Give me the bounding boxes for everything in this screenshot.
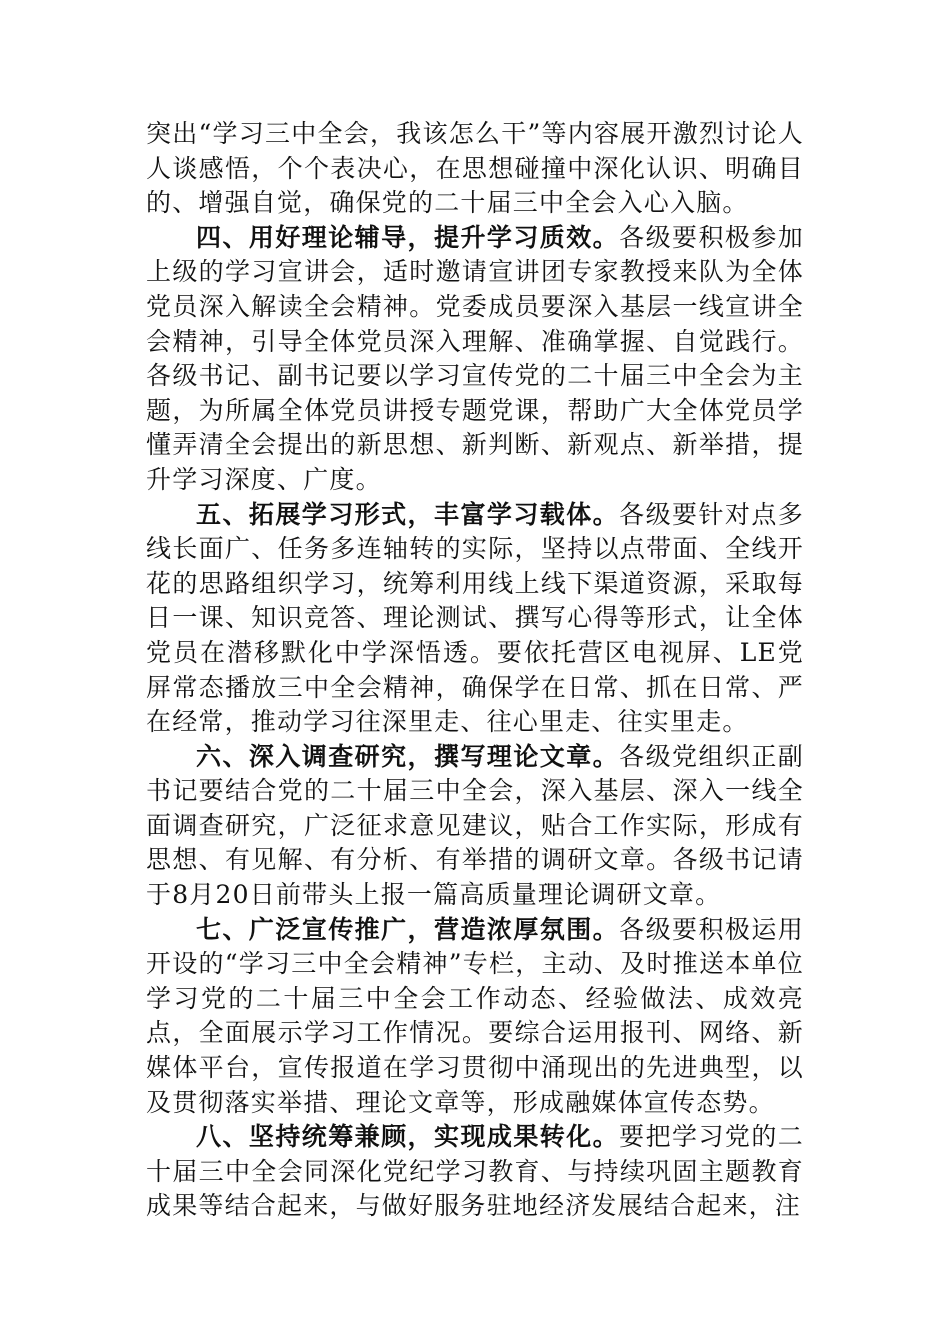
paragraph-text: 突出“学习三中全会，我该怎么干”等内容展开激烈讨论人人谈感悟，个个表决心，在思想碰撞中深化认识、明确目的、增强自觉，确保党的二十届三中全会入心入脑。 <box>146 119 804 218</box>
section-heading: 六、深入调查研究，撰写理论文章。 <box>196 741 620 771</box>
paragraph-section-6 <box>146 740 804 913</box>
paragraph-section-7 <box>146 913 804 1121</box>
section-heading: 四、用好理论辅导，提升学习质效。 <box>196 222 620 252</box>
section-heading: 八、坚持统筹兼顾，实现成果转化。 <box>196 1122 620 1152</box>
paragraph-text: 要把学习党的二十届三中全会同深化党纪学习教育、与持续巩固主题教育成果等结合起来，与做好服务驻地经济发展结合起来，注 <box>146 1122 804 1221</box>
paragraph-continuation <box>146 117 804 221</box>
paragraph-text: 各级要针对点多线长面广、任务多连轴转的实际，坚持以点带面、全线开花的思路组织学习，统筹利用线上线下渠道资源，采取每日一课、知识竞答、理论测试、撰写心得等形式，让全体党员在潜移默化中学深悟透。要依托营区电视屏、LE党屏常态播放三中全会精神，确保学在日常、抓在日常、严在经常，推动学习往深里走、往心里走、往实里走。 <box>146 499 804 737</box>
paragraph-text: 各级要积极运用开设的“学习三中全会精神”专栏，主动、及时推送本单位学习党的二十届三中全会工作动态、经验做法、成效亮点，全面展示学习工作情况。要综合运用报刊、网络、新媒体平台，宣传报道在学习贯彻中涌现出的先进典型，以及贯彻落实举措、理论文章等，形成融媒体宣传态势。 <box>146 914 804 1117</box>
paragraph-section-4 <box>146 221 804 498</box>
paragraph-text: 各级党组织正副书记要结合党的二十届三中全会，深入基层、深入一线全面调查研究，广泛征求意见建议，贴合工作实际，形成有思想、有见解、有分析、有举措的调研文章。各级书记请于8月20日前带头上报一篇高质量理论调研文章。 <box>146 741 804 910</box>
paragraph-section-5 <box>146 498 804 740</box>
document-page <box>146 117 804 1224</box>
paragraph-section-8 <box>146 1120 804 1224</box>
section-heading: 五、拓展学习形式，丰富学习载体。 <box>196 499 620 529</box>
section-heading: 七、广泛宣传推广，营造浓厚氛围。 <box>196 914 620 944</box>
paragraph-text: 各级要积极参加上级的学习宣讲会，适时邀请宣讲团专家教授来队为全体党员深入解读全会精神。党委成员要深入基层一线宣讲全会精神，引导全体党员深入理解、准确掌握、自觉践行。各级书记、副书记要以学习宣传党的二十届三中全会为主题，为所属全体党员讲授专题党课，帮助广大全体党员学懂弄清全会提出的新思想、新判断、新观点、新举措，提升学习深度、广度。 <box>146 222 804 494</box>
